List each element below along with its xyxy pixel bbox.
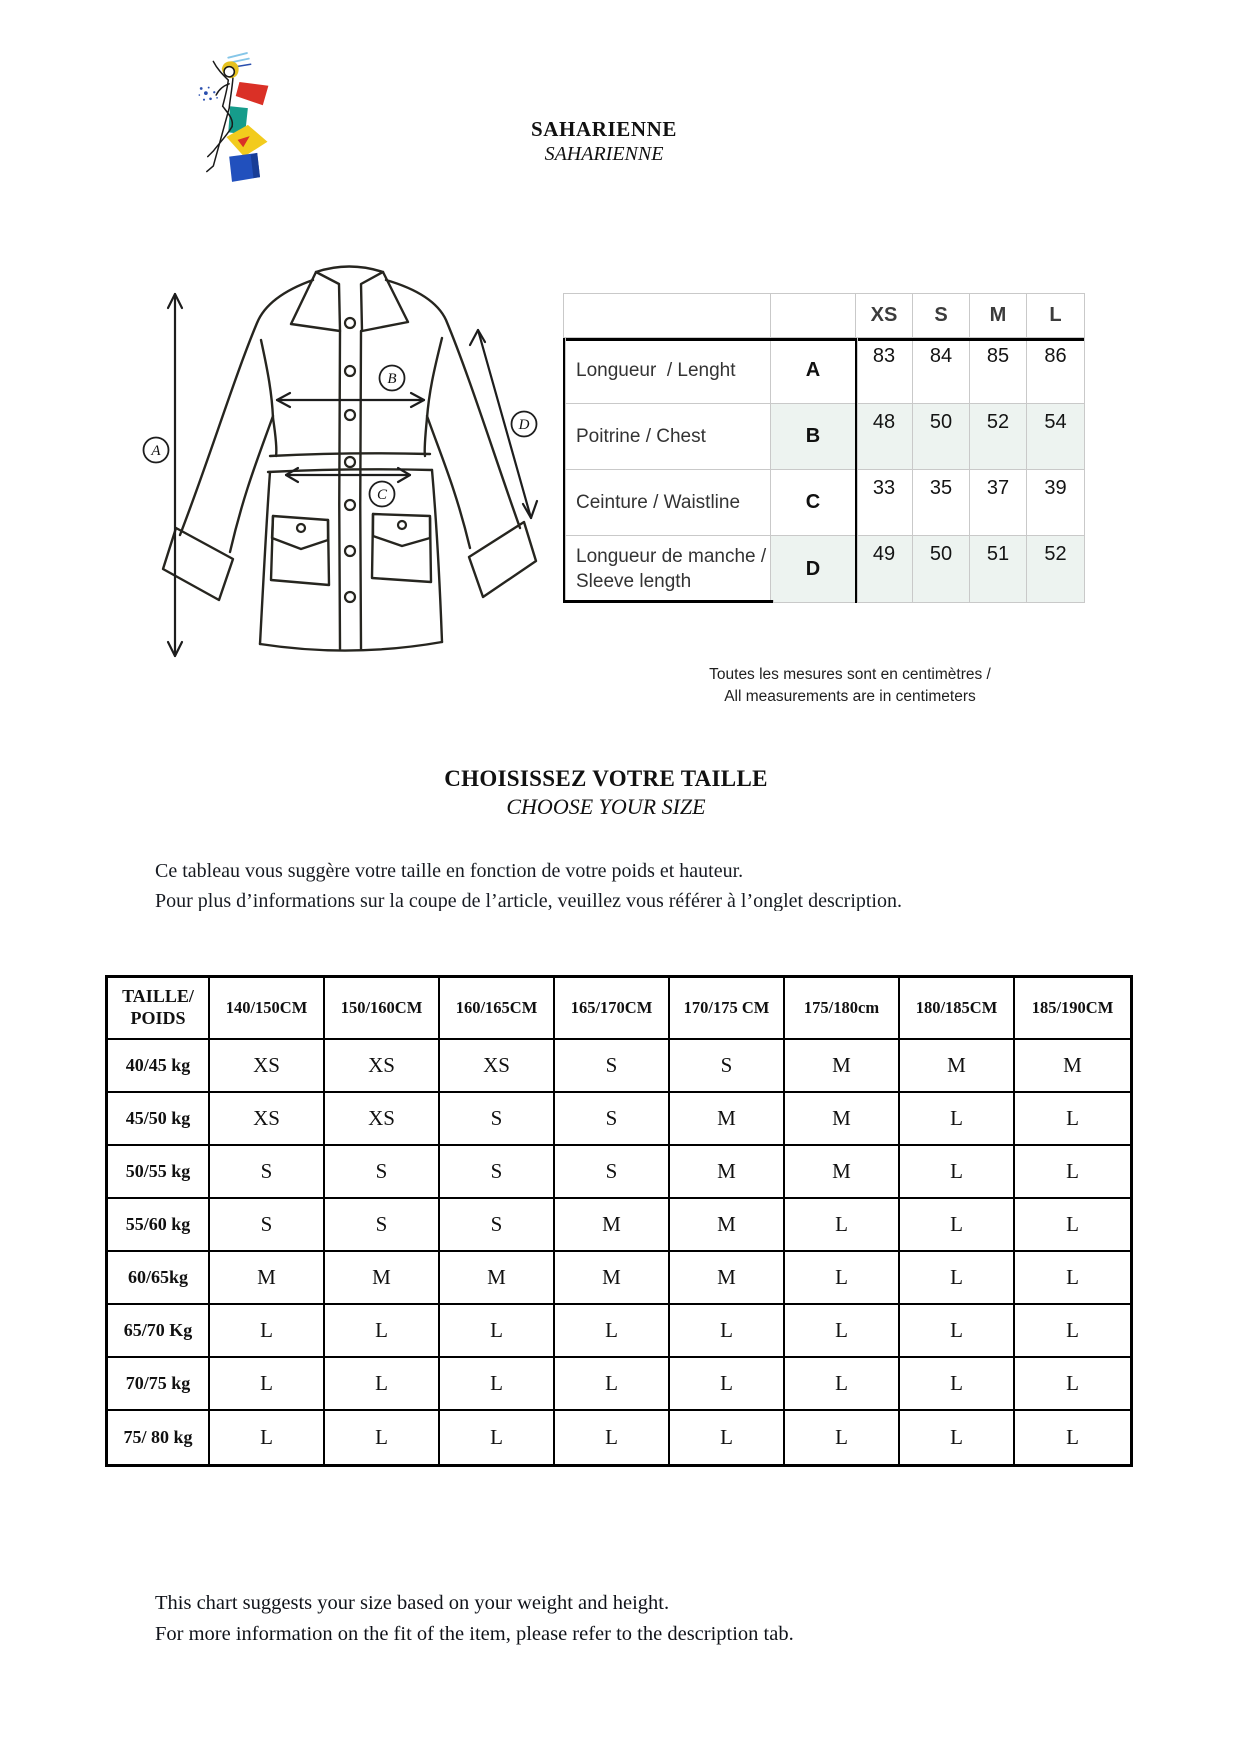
meas-value: 50	[913, 536, 970, 602]
size-cell: L	[1015, 1358, 1130, 1411]
height-header: 150/160CM	[325, 978, 440, 1040]
size-cell: L	[440, 1358, 555, 1411]
measure-label-d: D	[518, 417, 530, 433]
size-cell: L	[325, 1305, 440, 1358]
table-border-thick-bottom	[563, 600, 774, 603]
size-cell: M	[555, 1199, 670, 1252]
size-cell: L	[210, 1411, 325, 1464]
meas-letter: D	[771, 536, 856, 602]
height-header: 170/175 CM	[670, 978, 785, 1040]
measurement-table	[563, 293, 1085, 603]
size-cell: S	[555, 1040, 670, 1093]
intro-line-2: Pour plus d’informations sur la coupe de l’article, veuillez vous référer à l’onglet description.	[155, 890, 902, 911]
weight-cell: 75/ 80 kg	[108, 1411, 210, 1464]
size-cell: L	[210, 1305, 325, 1358]
size-cell: L	[440, 1411, 555, 1464]
weight-cell: 50/55 kg	[108, 1146, 210, 1199]
measure-arrow-a	[168, 294, 182, 656]
measure-label-c: C	[376, 487, 388, 503]
meas-label: Longueur de manche / Sleeve length	[564, 536, 771, 602]
intro-text	[155, 856, 1145, 911]
meas-header-size: L	[1027, 294, 1084, 338]
size-cell: S	[325, 1199, 440, 1252]
size-cell: L	[440, 1305, 555, 1358]
size-cell: S	[325, 1146, 440, 1199]
garment-diagram	[120, 228, 550, 663]
size-cell: L	[1015, 1093, 1130, 1146]
meas-header-size: S	[913, 294, 970, 338]
meas-header-size: XS	[856, 294, 913, 338]
size-cell: L	[1015, 1146, 1130, 1199]
weight-cell: 55/60 kg	[108, 1199, 210, 1252]
streak-line	[231, 59, 249, 63]
meas-letter: C	[771, 470, 856, 536]
size-cell: L	[325, 1411, 440, 1464]
units-note-line-en: All measurements are in centimeters	[724, 688, 976, 705]
size-cell: L	[785, 1305, 900, 1358]
size-cell: L	[785, 1252, 900, 1305]
measure-label-a: A	[151, 443, 161, 459]
size-cell: S	[440, 1199, 555, 1252]
size-cell: M	[555, 1252, 670, 1305]
size-chart-table	[105, 975, 1133, 1467]
size-cell: L	[1015, 1199, 1130, 1252]
table-border-thick-left	[563, 338, 566, 603]
size-cell: L	[900, 1305, 1015, 1358]
outro-line-2: For more information on the fit of the item, please refer to the description tab.	[155, 1623, 794, 1645]
title-block	[0, 117, 1208, 166]
size-cell: L	[900, 1358, 1015, 1411]
choose-size-title-en: CHOOSE YOUR SIZE	[506, 794, 706, 819]
size-cell: S	[440, 1093, 555, 1146]
size-cell: L	[900, 1411, 1015, 1464]
size-chart-corner-cell: TAILLE/ POIDS	[108, 978, 210, 1040]
meas-label: Ceinture / Waistline	[564, 470, 771, 536]
meas-value: 33	[856, 470, 913, 536]
size-cell: L	[900, 1252, 1015, 1305]
size-cell: S	[440, 1146, 555, 1199]
size-cell: M	[785, 1040, 900, 1093]
size-cell: L	[670, 1305, 785, 1358]
size-cell: L	[785, 1358, 900, 1411]
page-subtitle: SAHARIENNE	[544, 143, 664, 165]
meas-value: 51	[970, 536, 1027, 602]
size-cell: L	[900, 1199, 1015, 1252]
meas-header-size: M	[970, 294, 1027, 338]
size-cell: M	[900, 1040, 1015, 1093]
size-cell: XS	[440, 1040, 555, 1093]
red-fabric-shape	[236, 82, 269, 105]
size-cell: L	[1015, 1305, 1130, 1358]
size-cell: L	[670, 1411, 785, 1464]
size-cell: S	[555, 1146, 670, 1199]
size-cell: L	[210, 1358, 325, 1411]
size-cell: XS	[210, 1040, 325, 1093]
weight-cell: 45/50 kg	[108, 1093, 210, 1146]
choose-size-heading	[2, 765, 1210, 820]
size-cell: L	[785, 1199, 900, 1252]
choose-size-title-fr: CHOISISSEZ VOTRE TAILLE	[444, 766, 768, 791]
size-cell: M	[670, 1252, 785, 1305]
size-cell: L	[785, 1411, 900, 1464]
meas-label: Longueur / Lenght	[564, 338, 771, 404]
size-cell: XS	[325, 1093, 440, 1146]
size-cell: L	[1066, 1425, 1079, 1449]
table-border-thick-top	[563, 338, 1085, 341]
size-cell: S	[210, 1146, 325, 1199]
size-cell: S	[555, 1093, 670, 1146]
height-header: 175/180cm	[785, 978, 900, 1040]
weight-cell: 60/65kg	[108, 1252, 210, 1305]
meas-value: 86	[1027, 338, 1084, 404]
meas-value: 37	[970, 470, 1027, 536]
units-note	[600, 664, 1100, 708]
height-header: 180/185CM	[900, 978, 1015, 1040]
size-cell: XS	[210, 1093, 325, 1146]
height-header: 160/165CM	[440, 978, 555, 1040]
jacket-sketch	[120, 228, 550, 658]
meas-value: 50	[913, 404, 970, 470]
measure-label-b: B	[387, 371, 397, 387]
outro-line-1: This chart suggests your size based on your weight and height.	[155, 1592, 670, 1614]
size-cell: M	[785, 1146, 900, 1199]
size-cell: M	[670, 1199, 785, 1252]
size-cell: L	[900, 1093, 1015, 1146]
streak-line	[228, 53, 247, 58]
meas-value: 35	[913, 470, 970, 536]
meas-label: Poitrine / Chest	[564, 404, 771, 470]
meas-header-letter	[771, 294, 856, 338]
size-cell: L	[555, 1305, 670, 1358]
intro-line-1: Ce tableau vous suggère votre taille en fonction de votre poids et hauteur.	[155, 860, 744, 882]
meas-value: 83	[856, 338, 913, 404]
size-cell: S	[210, 1199, 325, 1252]
meas-header-empty	[564, 294, 771, 338]
size-cell: M	[1015, 1040, 1130, 1093]
meas-value: 49	[856, 536, 913, 602]
size-cell: L	[670, 1358, 785, 1411]
size-cell: M	[210, 1252, 325, 1305]
size-cell: XS	[325, 1040, 440, 1093]
size-cell: L	[1015, 1252, 1130, 1305]
meas-value: 48	[856, 404, 913, 470]
size-cell: L	[325, 1358, 440, 1411]
table-border-thick-middle	[855, 338, 858, 603]
size-cell: L	[900, 1146, 1015, 1199]
meas-letter: B	[771, 404, 856, 470]
size-cell: M	[670, 1146, 785, 1199]
height-header: 185/190CM	[1015, 978, 1130, 1040]
meas-value: 52	[970, 404, 1027, 470]
weight-cell: 65/70 Kg	[108, 1305, 210, 1358]
size-cell: M	[325, 1252, 440, 1305]
meas-letter: A	[771, 338, 856, 404]
height-header: 165/170CM	[555, 978, 670, 1040]
meas-value: 84	[913, 338, 970, 404]
jacket-buttons	[297, 318, 406, 602]
outro-text	[155, 1588, 794, 1650]
size-cell: L	[555, 1411, 670, 1464]
size-cell: S	[670, 1040, 785, 1093]
measure-arrow-b	[277, 393, 424, 407]
height-header: 140/150CM	[210, 978, 325, 1040]
paint-splatter	[198, 87, 217, 101]
meas-value: 54	[1027, 404, 1084, 470]
units-note-line-fr: Toutes les mesures sont en centimètres /	[709, 666, 991, 683]
meas-value: 85	[970, 338, 1027, 404]
size-cell: L	[555, 1358, 670, 1411]
size-cell: M	[440, 1252, 555, 1305]
page-title: SAHARIENNE	[530, 117, 678, 141]
size-cell: M	[785, 1093, 900, 1146]
size-cell: M	[670, 1093, 785, 1146]
meas-value: 52	[1027, 536, 1084, 602]
weight-cell: 40/45 kg	[108, 1040, 210, 1093]
weight-cell: 70/75 kg	[108, 1358, 210, 1411]
meas-value: 39	[1027, 470, 1084, 536]
